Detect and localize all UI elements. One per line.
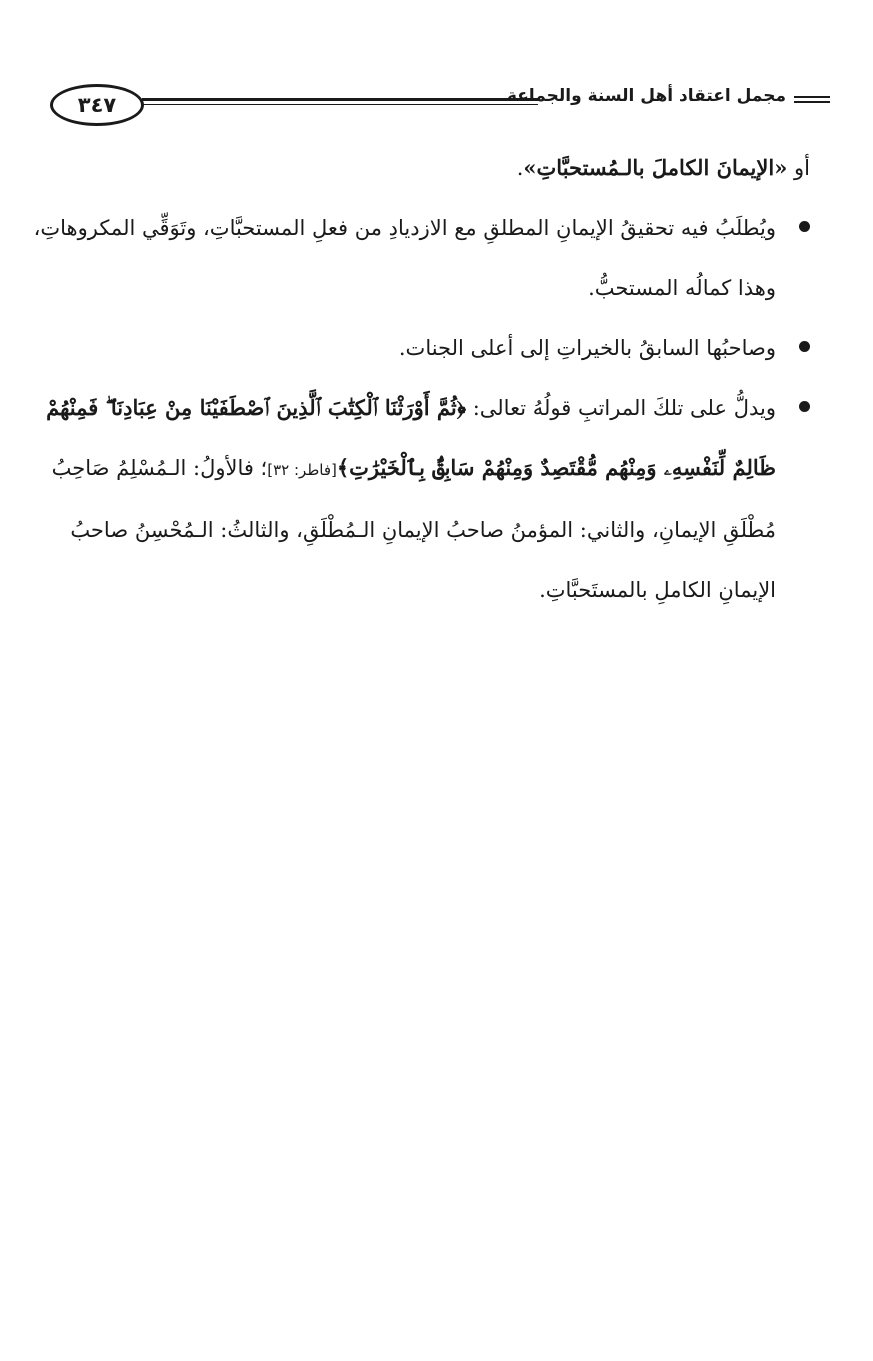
text-line: مُطْلَقِ الإيمانِ، والثاني: المؤمنُ صاحبُ الإيمانِ الـمُطْلَقِ، والثالثُ: الـمُحْسِنُ صاحبُ bbox=[70, 518, 776, 542]
text-run: ؛ فالأولُ: الـمُسْلِمُ صَاحِبُ bbox=[51, 456, 268, 480]
bullet-paragraph-3 bbox=[46, 378, 810, 620]
intro-line bbox=[52, 138, 810, 198]
text-line: الإيمانِ الكاملِ بالمستَحبَّاتِ. bbox=[539, 578, 776, 602]
text-run: ويدلُّ على تلكَ المراتبِ قولُهُ تعالى: bbox=[466, 396, 776, 420]
running-title: مجمل اعتقاد أهل السنة والجماعة bbox=[506, 86, 786, 106]
bullet-paragraph-1 bbox=[33, 198, 810, 318]
intro-quote: «الإيمانَ الكاملَ بالـمُستحبَّاتِ» bbox=[523, 155, 788, 180]
bullet-icon bbox=[799, 341, 810, 352]
text-line: وهذا كمالُه المستحبُّ. bbox=[588, 276, 776, 300]
bullet-paragraph-2 bbox=[52, 318, 810, 378]
verse-reference: [فاطر: ٣٢] bbox=[267, 461, 337, 479]
header-rule-thin bbox=[142, 104, 538, 105]
text-line: وصاحبُها السابقُ بالخيراتِ إلى أعلى الجنات. bbox=[398, 336, 776, 360]
quran-verse: ظَالِمٌ لِّنَفْسِهِۦ وَمِنْهُم مُّقْتَصِدٌ وَمِنْهُمْ سَابِقٌۢ بِٱلْخَيْرَٰتِ﴾ bbox=[336, 455, 776, 480]
page-header bbox=[40, 82, 830, 130]
header-rule bbox=[142, 98, 538, 101]
bullet-icon bbox=[799, 401, 810, 412]
intro-prefix: أو bbox=[787, 156, 810, 180]
header-ornament bbox=[794, 96, 830, 106]
intro-suffix: . bbox=[516, 156, 524, 180]
page-body bbox=[33, 138, 810, 620]
text-line bbox=[46, 378, 776, 438]
page-number: ٣٤٧ bbox=[50, 84, 144, 126]
bullet-icon bbox=[799, 221, 810, 232]
text-line: ويُطلَبُ فيه تحقيقُ الإيمانِ المطلقِ مع الازديادِ من فعلِ المستحبَّاتِ، وتَوَقِّي المكروهاتِ، bbox=[33, 216, 776, 240]
text-line bbox=[52, 438, 776, 500]
quran-verse: ﴿ثُمَّ أَوْرَثْنَا ٱلْكِتَٰبَ ٱلَّذِينَ ٱصْطَفَيْنَا مِنْ عِبَادِنَا ۖ فَمِنْهُمْ bbox=[46, 395, 467, 420]
